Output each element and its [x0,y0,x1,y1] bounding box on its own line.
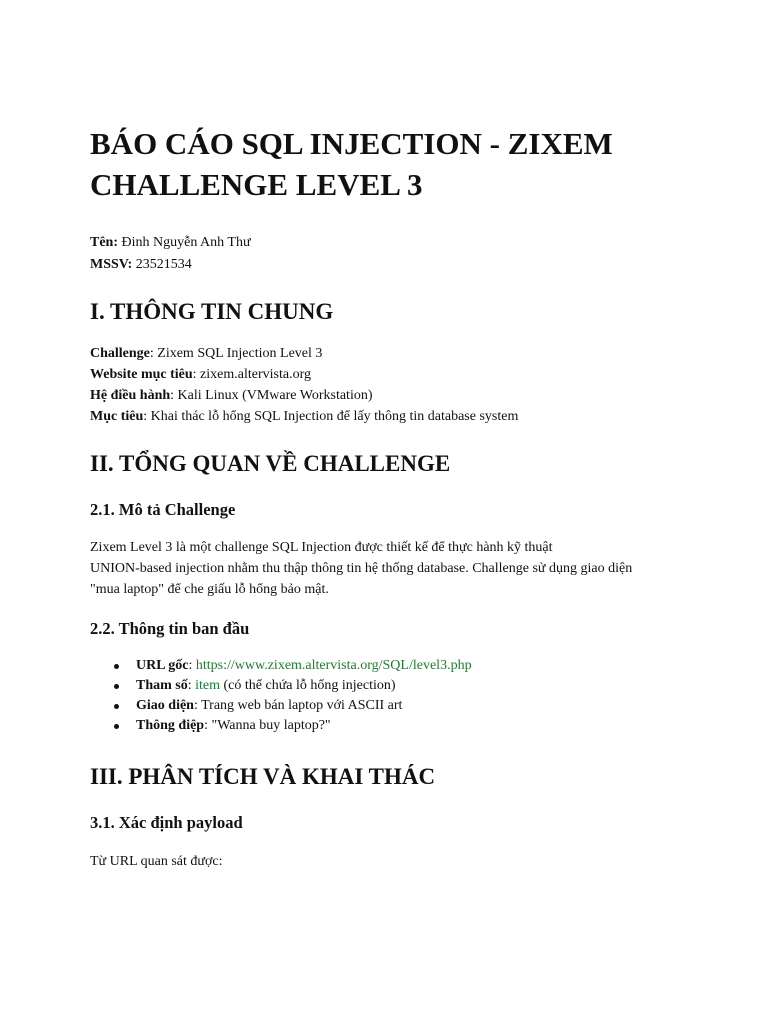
title-line-1: BÁO CÁO SQL INJECTION - ZIXEM [90,126,613,161]
challenge-description [90,537,632,600]
document-title [90,123,613,205]
bullet-label: Thông điệp [136,718,205,733]
info-challenge [90,343,518,364]
info-value: : zixem.altervista.org [192,367,311,382]
author-name-line [90,232,251,254]
url-link[interactable]: https://www.zixem.altervista.org/SQL/level3.php [195,658,472,673]
bullet-dot [114,664,119,669]
info-value: : Zixem SQL Injection Level 3 [149,346,323,361]
subsection-2-1-heading: 2.1. Mô tả Challenge [90,500,236,519]
bullet-separator: : [188,658,196,673]
param-name: item [195,678,221,693]
initial-info-bullets [90,656,472,736]
info-label: Challenge [90,346,150,361]
info-value: : Khai thác lỗ hổng SQL Injection để lấy thông tin database system [143,409,519,424]
info-label: Hệ điều hành [90,388,171,403]
payload-intro-text: Từ URL quan sát được: [90,854,223,869]
bullet-label: URL gốc [136,658,189,673]
author-name-label: Tên: [90,235,118,250]
author-id-label: MSSV: [90,257,133,272]
description-line: UNION-based injection nhằm thu thập thông tin hệ thống database. Challenge sử dụng giao diện [90,561,633,576]
author-id-line [90,254,251,276]
description-line: Zixem Level 3 là một challenge SQL Injection được thiết kế để thực hành kỹ thuật [90,540,553,555]
info-label: Mục tiêu [90,409,144,424]
section-1-heading: I. THÔNG TIN CHUNG [90,299,334,324]
bullet-text: : "Wanna buy laptop?" [204,718,331,733]
info-label: Website mục tiêu [90,367,193,382]
author-name-value: Đinh Nguyễn Anh Thư [118,235,251,250]
section-2-heading: II. TỔNG QUAN VỀ CHALLENGE [90,451,451,476]
bullet-dot [114,704,119,709]
info-goal [90,406,518,427]
title-line-2: CHALLENGE LEVEL 3 [90,167,423,202]
subsection-3-1-heading: 3.1. Xác định payload [90,813,243,832]
general-info-list [90,343,518,427]
section-3-heading: III. PHÂN TÍCH VÀ KHAI THÁC [90,764,436,789]
bullet-label: Tham số [136,678,188,693]
bullet-text: (có thể chứa lỗ hổng injection) [220,678,396,693]
bullet-dot [114,684,119,689]
bullet-interface [90,696,472,716]
info-value: : Kali Linux (VMware Workstation) [170,388,373,403]
bullet-dot [114,724,119,729]
info-os [90,385,518,406]
author-block [90,232,251,276]
bullet-separator: : [187,678,196,693]
author-id-value: 23521534 [132,257,192,272]
bullet-text: : Trang web bán laptop với ASCII art [193,698,403,713]
bullet-label: Giao diện [136,698,194,713]
info-website [90,364,518,385]
bullet-url [90,656,472,676]
bullet-param [90,676,472,696]
bullet-message [90,716,472,736]
subsection-2-2-heading: 2.2. Thông tin ban đầu [90,619,250,638]
description-line: "mua laptop" để che giấu lỗ hổng bảo mật. [90,582,329,597]
